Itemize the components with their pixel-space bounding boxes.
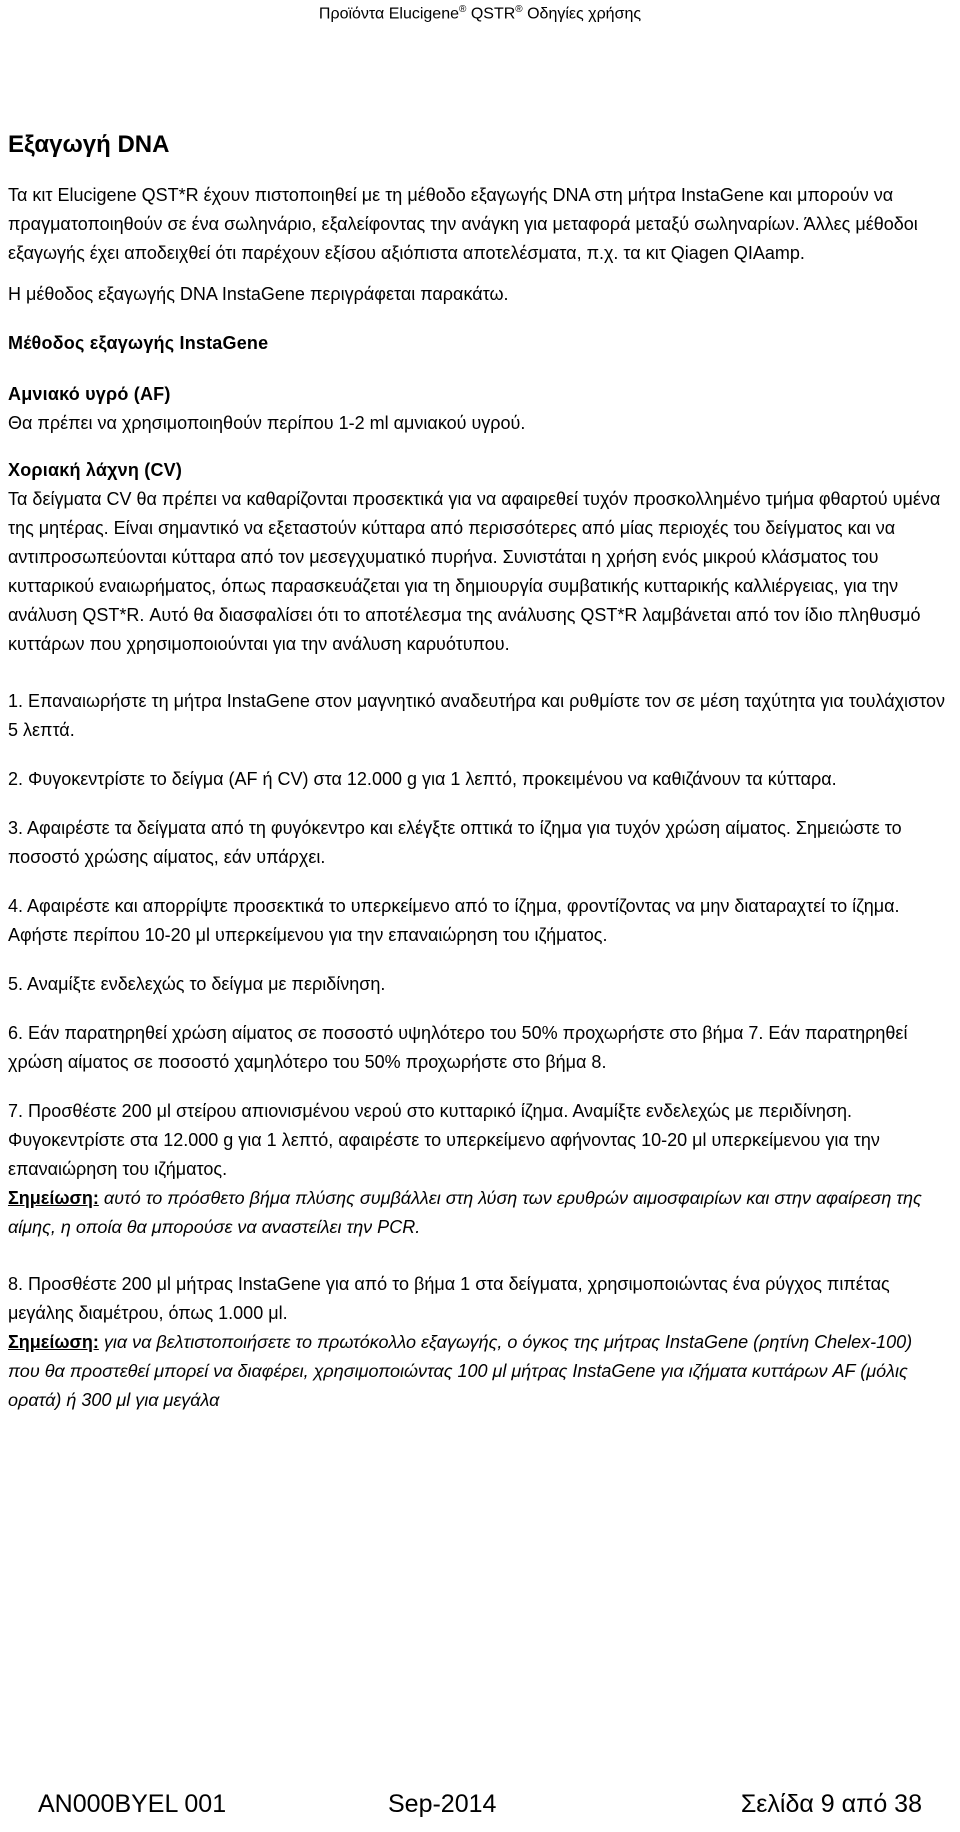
cv-heading: Χοριακή λάχνη (CV): [8, 460, 183, 480]
intro-paragraph: Τα κιτ Elucigene QST*R έχουν πιστοποιηθεί με τη μέθοδο εξαγωγής DNA στη μήτρα InstaGene και μπορούν να πραγματοποιηθούν σε ένα σωληνάριο, εξαλείφοντας την ανάγκη για μεταφορά μεταξύ σωληναρίων. Άλλες μέθοδοι εξαγωγής έχει αποδειχθεί ότι παρέχουν εξίσου αξιόπιστα αποτελέσματα, π.χ. τα κιτ Qiagen QIAamp.: [8, 185, 918, 263]
step-2: 2. Φυγοκεντρίστε το δείγμα (AF ή CV) στα 12.000 g για 1 λεπτό, προκειμένου να καθιζάνουν τα κύτταρα.: [8, 769, 837, 789]
step-1: 1. Επαναιωρήστε τη μήτρα InstaGene στον μαγνητικό αναδευτήρα και ρυθμίστε τον σε μέση ταχύτητα για τουλάχιστον 5 λεπτά.: [8, 691, 946, 740]
step-8: [8, 1270, 948, 1415]
header-registered-mark-1: ®: [459, 4, 467, 15]
footer-document-code: AN000BYEL 001: [38, 1790, 227, 1818]
af-paragraph: Θα πρέπει να χρησιμοποιηθούν περίπου 1-2 ml αμνιακού υγρού.: [8, 413, 526, 433]
step-8-note-label: Σημείωση:: [8, 1332, 99, 1352]
step-7-note-label: Σημείωση:: [8, 1188, 99, 1208]
step-6: 6. Εάν παρατηρηθεί χρώση αίματος σε ποσοστό υψηλότερο του 50% προχωρήστε στο βήμα 7. Εάν παρατηρηθεί χρώση αίματος σε ποσοστό χαμηλότερο του 50% προχωρήστε στο βήμα 8.: [8, 1023, 908, 1072]
header-prefix: Προϊόντα Elucigene: [318, 5, 459, 23]
step-8-text: 8. Προσθέστε 200 μl μήτρας InstaGene για από το βήμα 1 στα δείγματα, χρησιμοποιώντας ένα ρύγχος πιπέτας μεγάλης διαμέτρου, όπως 1.000 μl.: [8, 1274, 890, 1323]
step-8-note-text: για να βελτιστοποιήσετε το πρωτόκολλο εξαγωγής, ο όγκος της μήτρας InstaGene (ρητίνη Chelex-100) που θα προστεθεί μπορεί να διαφέρει, χρησιμοποιώντας 100 μl μήτρας InstaGene για ιζήματα κυττάρων AF (μόλις ορατά) ή 300 μl για μεγάλα: [8, 1332, 913, 1410]
footer-page-number: Σελίδα 9 από 38: [740, 1790, 922, 1818]
header-suffix: Οδηγίες χρήσης: [522, 5, 642, 23]
page-content: [8, 130, 948, 1415]
section-title: Εξαγωγή DNA: [8, 131, 170, 158]
page-footer: [0, 1790, 960, 1822]
af-heading: Αμνιακό υγρό (AF): [8, 384, 171, 404]
header-registered-mark-2: ®: [515, 4, 523, 15]
method-title: Μέθοδος εξαγωγής InstaGene: [8, 333, 269, 353]
page-header: [0, 4, 960, 23]
method-described-paragraph: Η μέθοδος εξαγωγής DNA InstaGene περιγράφεται παρακάτω.: [8, 284, 509, 304]
step-7-note: [8, 1184, 948, 1242]
step-5: 5. Αναμίξτε ενδελεχώς το δείγμα με περιδίνηση.: [8, 974, 386, 994]
header-product: QSTR: [466, 5, 516, 23]
step-8-note: [8, 1328, 948, 1415]
step-7-text: 7. Προσθέστε 200 μl στείρου απιονισμένου νερού στο κυτταρικό ίζημα. Αναμίξτε ενδελεχώς με περιδίνηση. Φυγοκεντρίστε στα 12.000 g για 1 λεπτό, αφαιρέστε το υπερκείμενο αφήνοντας 10-20 μl υπερκείμενου για την επαναιώρηση του ιζήματος.: [8, 1101, 880, 1179]
step-7: [8, 1097, 948, 1242]
step-4: 4. Αφαιρέστε και απορρίψτε προσεκτικά το υπερκείμενο από το ίζημα, φροντίζοντας να μην διαταραχτεί το ίζημα. Αφήστε περίπου 10-20 μl υπερκείμενου για την επαναιώρηση του ιζήματος.: [8, 896, 900, 945]
step-3: 3. Αφαιρέστε τα δείγματα από τη φυγόκεντρο και ελέγξτε οπτικά το ίζημα για τυχόν χρώση αίματος. Σημειώστε το ποσοστό χρώσης αίματος, εάν υπάρχει.: [8, 818, 902, 867]
footer-date: Sep-2014: [388, 1790, 497, 1818]
step-7-note-text: αυτό το πρόσθετο βήμα πλύσης συμβάλλει στη λύση των ερυθρών αιμοσφαιρίων και στην αφαίρεση της αίμης, η οποία θα μπορούσε να αναστείλει την PCR.: [8, 1188, 922, 1237]
spacer: [8, 671, 948, 687]
cv-paragraph: Τα δείγματα CV θα πρέπει να καθαρίζονται προσεκτικά για να αφαιρεθεί τυχόν προσκολλημένο τμήμα φθαρτού υμένα της μητέρας. Είναι σημαντικό να εξεταστούν κύτταρα από περισσότερες από μίας περιοχές του δείγματος και να αντιπροσωπεύονται κύτταρα από τον μεσεγχυματικό πυρήνα. Συνιστάται η χρήση ενός μικρού κλάσματος του κυτταρικού εναιωρήματος, όπως παρασκευάζεται για τη δημιουργία συμβατικής κυτταρικής καλλιέργειας, για την ανάλυση QST*R. Αυτό θα διασφαλίσει ότι το αποτέλεσμα της ανάλυσης QST*R λαμβάνεται από τον ίδιο πληθυσμό κυττάρων που χρησιμοποιούνται για την ανάλυση καρυότυπου.: [8, 489, 941, 654]
